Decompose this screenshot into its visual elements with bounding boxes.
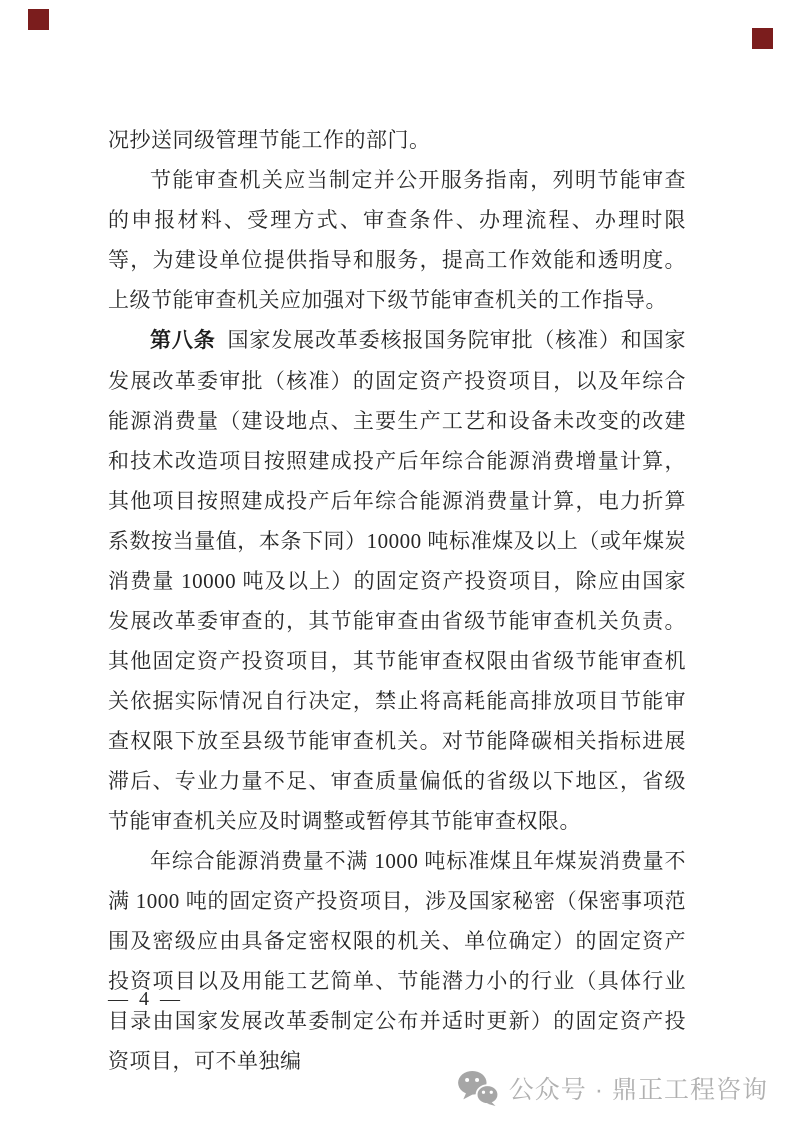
corner-mark-top-right-icon — [752, 28, 773, 49]
wechat-icon — [457, 1070, 499, 1106]
paragraph-exemptions — [108, 841, 686, 1081]
article-8-label: 第八条 — [150, 329, 216, 352]
paragraph-article-8 — [108, 320, 686, 841]
paragraph-text: 况抄送同级管理节能工作的部门。 — [108, 128, 431, 152]
paragraph-continuation — [108, 120, 686, 160]
document-body — [108, 120, 686, 1081]
watermark-text: 公众号 · 鼎正工程咨询 — [508, 1076, 768, 1104]
paragraph-service-guide — [108, 160, 686, 320]
wechat-watermark — [457, 1070, 768, 1106]
corner-mark-top-left-icon — [28, 9, 49, 30]
paragraph-text: 国家发展改革委核报国务院审批（核准）和国家发展改革委审批（核准）的固定资产投资项目，以及年综合能源消费量（建设地点、主要生产工艺和设备未改变的改建和技术改造项目按照建成投产后年综合能源消费增量计算，其他项目按照建成投产后年综合能源消费量计算，电力折算系数按当量值，本条下同）10000 吨标准煤及以上（或年煤炭消费量 10000 吨及以上）的固定资产投资项目，除应由国家发展改革委审查的，其节能审查由省级节能审查机关负责。其他固定资产投资项目，其节能审查权限由省级节能审查机关依据实际情况自行决定，禁止将高耗能高排放项目节能审查权限下放至县级节能审查机关。对节能降碳相关指标进展滞后、专业力量不足、审查质量偏低的省级以下地区，省级节能审查机关应及时调整或暂停其节能审查权限。 — [108, 328, 687, 833]
paragraph-text: 节能审查机关应当制定并公开服务指南，列明节能审查的申报材料、受理方式、审查条件、办理流程、办理时限等，为建设单位提供指导和服务，提高工作效能和透明度。上级节能审查机关应加强对下级节能审查机关的工作指导。 — [108, 168, 686, 312]
page-number: — 4 — — [108, 988, 183, 1010]
paragraph-text: 年综合能源消费量不满 1000 吨标准煤且年煤炭消费量不满 1000 吨的固定资产投资项目，涉及国家秘密（保密事项范围及密级应由具备定密权限的机关、单位确定）的固定资产投资项目以及用能工艺简单、节能潜力小的行业（具体行业目录由国家发展改革委制定公布并适时更新）的固定资产投资项目，可不单独编 — [108, 849, 686, 1073]
